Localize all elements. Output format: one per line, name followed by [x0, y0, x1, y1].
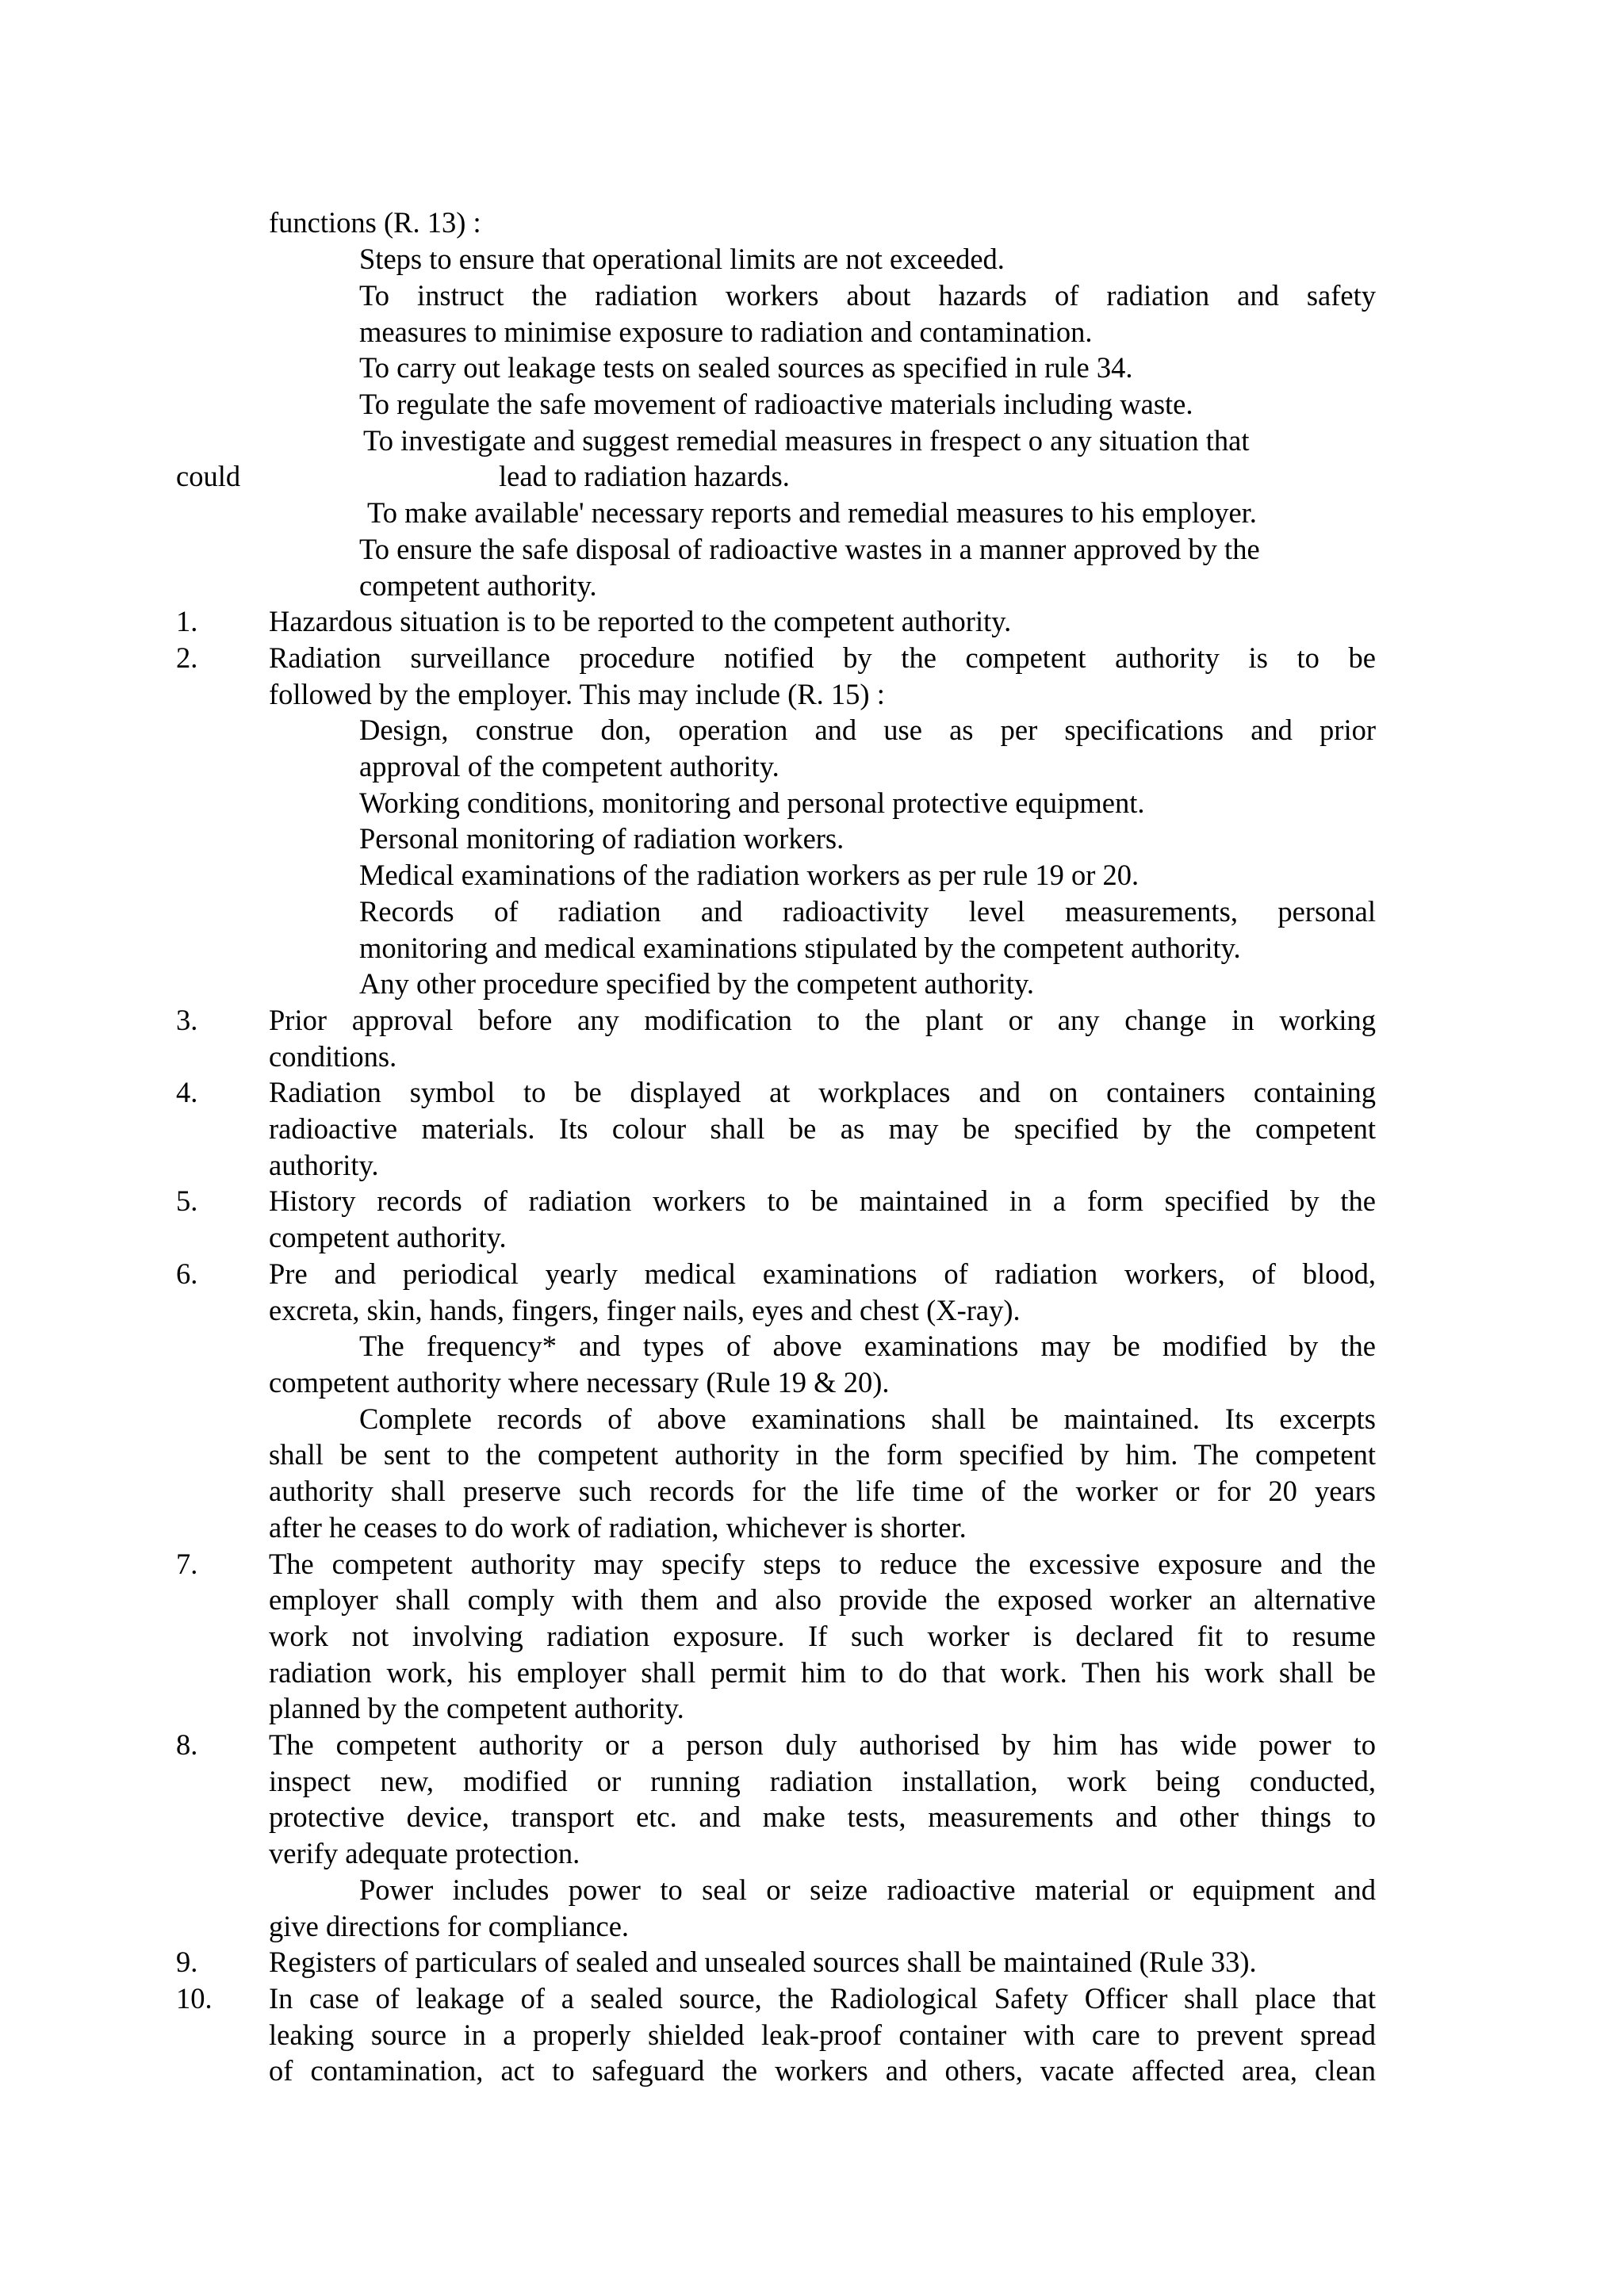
item-number: 9.	[176, 1946, 198, 1978]
item-text: In case of leakage of a sealed source, the Radiological Safety Officer shall place that	[269, 1982, 1376, 2015]
intro-line: functions (R. 13) :	[269, 206, 481, 239]
item-subline: monitoring and medical examinations stipulated by the competent authority.	[359, 932, 1241, 964]
duty-line: measures to minimise exposure to radiation and contamination.	[359, 316, 1093, 348]
item-text: The frequency* and types of above examinations may be modified by the	[359, 1330, 1376, 1362]
item-text: The competent authority or a person duly authorised by him has wide power to	[269, 1728, 1376, 1761]
item-text: shall be sent to the competent authority in the form specified by him. The competent	[269, 1438, 1376, 1471]
duty-line: lead to radiation hazards.	[499, 460, 790, 492]
duty-line: competent authority.	[359, 569, 597, 602]
item-number: 4.	[176, 1076, 198, 1108]
item-number: 2.	[176, 641, 198, 674]
item-text: authority.	[269, 1149, 379, 1181]
item-text: work not involving radiation exposure. If such worker is declared fit to resume	[269, 1620, 1376, 1652]
item-text: Radiation symbol to be displayed at workplaces and on containers containing	[269, 1076, 1376, 1108]
item-text: of contamination, act to safeguard the workers and others, vacate affected area, clean	[269, 2054, 1376, 2087]
item-subline: Records of radiation and radioactivity level measurements, personal	[359, 895, 1376, 928]
item-text: radioactive materials. Its colour shall be as may be specified by the competent	[269, 1112, 1376, 1145]
item-number: 3.	[176, 1004, 198, 1036]
item-text: History records of radiation workers to be maintained in a form specified by the	[269, 1184, 1376, 1217]
item-text: Registers of particulars of sealed and unsealed sources shall be maintained (Rule 33).	[269, 1946, 1257, 1978]
item-text: Power includes power to seal or seize radioactive material or equipment and	[359, 1873, 1376, 1906]
item-subline: Personal monitoring of radiation workers.	[359, 822, 845, 855]
duty-line: To investigate and suggest remedial measures in frespect o any situation that	[363, 424, 1250, 457]
item-text: inspect new, modified or running radiation installation, work being conducted,	[269, 1765, 1376, 1797]
item-number: 10.	[176, 1982, 213, 2015]
item-number: 7.	[176, 1548, 198, 1580]
duty-line: Steps to ensure that operational limits are not exceeded.	[359, 243, 1005, 275]
item-text: excreta, skin, hands, fingers, finger nails, eyes and chest (X-ray).	[269, 1294, 1021, 1326]
item-text: followed by the employer. This may include (R. 15) :	[269, 678, 885, 710]
item-subline: Any other procedure specified by the competent authority.	[359, 967, 1035, 1000]
item-text: verify adequate protection.	[269, 1837, 580, 1869]
item-text: leaking source in a properly shielded leak-proof container with care to prevent spread	[269, 2019, 1376, 2051]
duty-line: To carry out leakage tests on sealed sources as specified in rule 34.	[359, 351, 1133, 384]
item-text: Radiation surveillance procedure notified by the competent authority is to be	[269, 641, 1376, 674]
duty-line: could	[176, 460, 241, 492]
item-number: 6.	[176, 1257, 198, 1290]
item-text: Pre and periodical yearly medical examinations of radiation workers, of blood,	[269, 1257, 1376, 1290]
item-text: radiation work, his employer shall permit him to do that work. Then his work shall be	[269, 1656, 1376, 1689]
item-number: 8.	[176, 1728, 198, 1761]
item-text: competent authority where necessary (Rule 19 & 20).	[269, 1366, 890, 1399]
item-text: Complete records of above examinations shall be maintained. Its excerpts	[359, 1402, 1376, 1435]
item-number: 1.	[176, 605, 198, 637]
item-text: employer shall comply with them and also provide the exposed worker an alternative	[269, 1583, 1376, 1616]
duty-line: To instruct the radiation workers about hazards of radiation and safety	[359, 279, 1376, 312]
item-subline: Working conditions, monitoring and personal protective equipment.	[359, 786, 1145, 819]
item-text: Hazardous situation is to be reported to the competent authority.	[269, 605, 1012, 637]
item-text: conditions.	[269, 1040, 397, 1073]
item-number: 5.	[176, 1184, 198, 1217]
item-text: The competent authority may specify steps to reduce the excessive exposure and the	[269, 1548, 1376, 1580]
item-subline: Medical examinations of the radiation workers as per rule 19 or 20.	[359, 859, 1139, 891]
item-text: competent authority.	[269, 1221, 507, 1253]
item-text: give directions for compliance.	[269, 1910, 630, 1942]
duty-line: To make available' necessary reports and remedial measures to his employer.	[367, 496, 1257, 529]
item-subline: approval of the competent authority.	[359, 750, 779, 783]
duty-line: To ensure the safe disposal of radioactive wastes in a manner approved by the	[359, 533, 1260, 565]
duty-line: To regulate the safe movement of radioactive materials including waste.	[359, 388, 1193, 420]
item-text: authority shall preserve such records for the life time of the worker or for 20 years	[269, 1475, 1376, 1507]
item-text: planned by the competent authority.	[269, 1692, 684, 1724]
item-text: Prior approval before any modification to the plant or any change in working	[269, 1004, 1376, 1036]
item-text: protective device, transport etc. and make tests, measurements and other things to	[269, 1800, 1376, 1833]
item-subline: Design, construe don, operation and use as per specifications and prior	[359, 714, 1376, 746]
item-text: after he ceases to do work of radiation, whichever is shorter.	[269, 1511, 967, 1544]
